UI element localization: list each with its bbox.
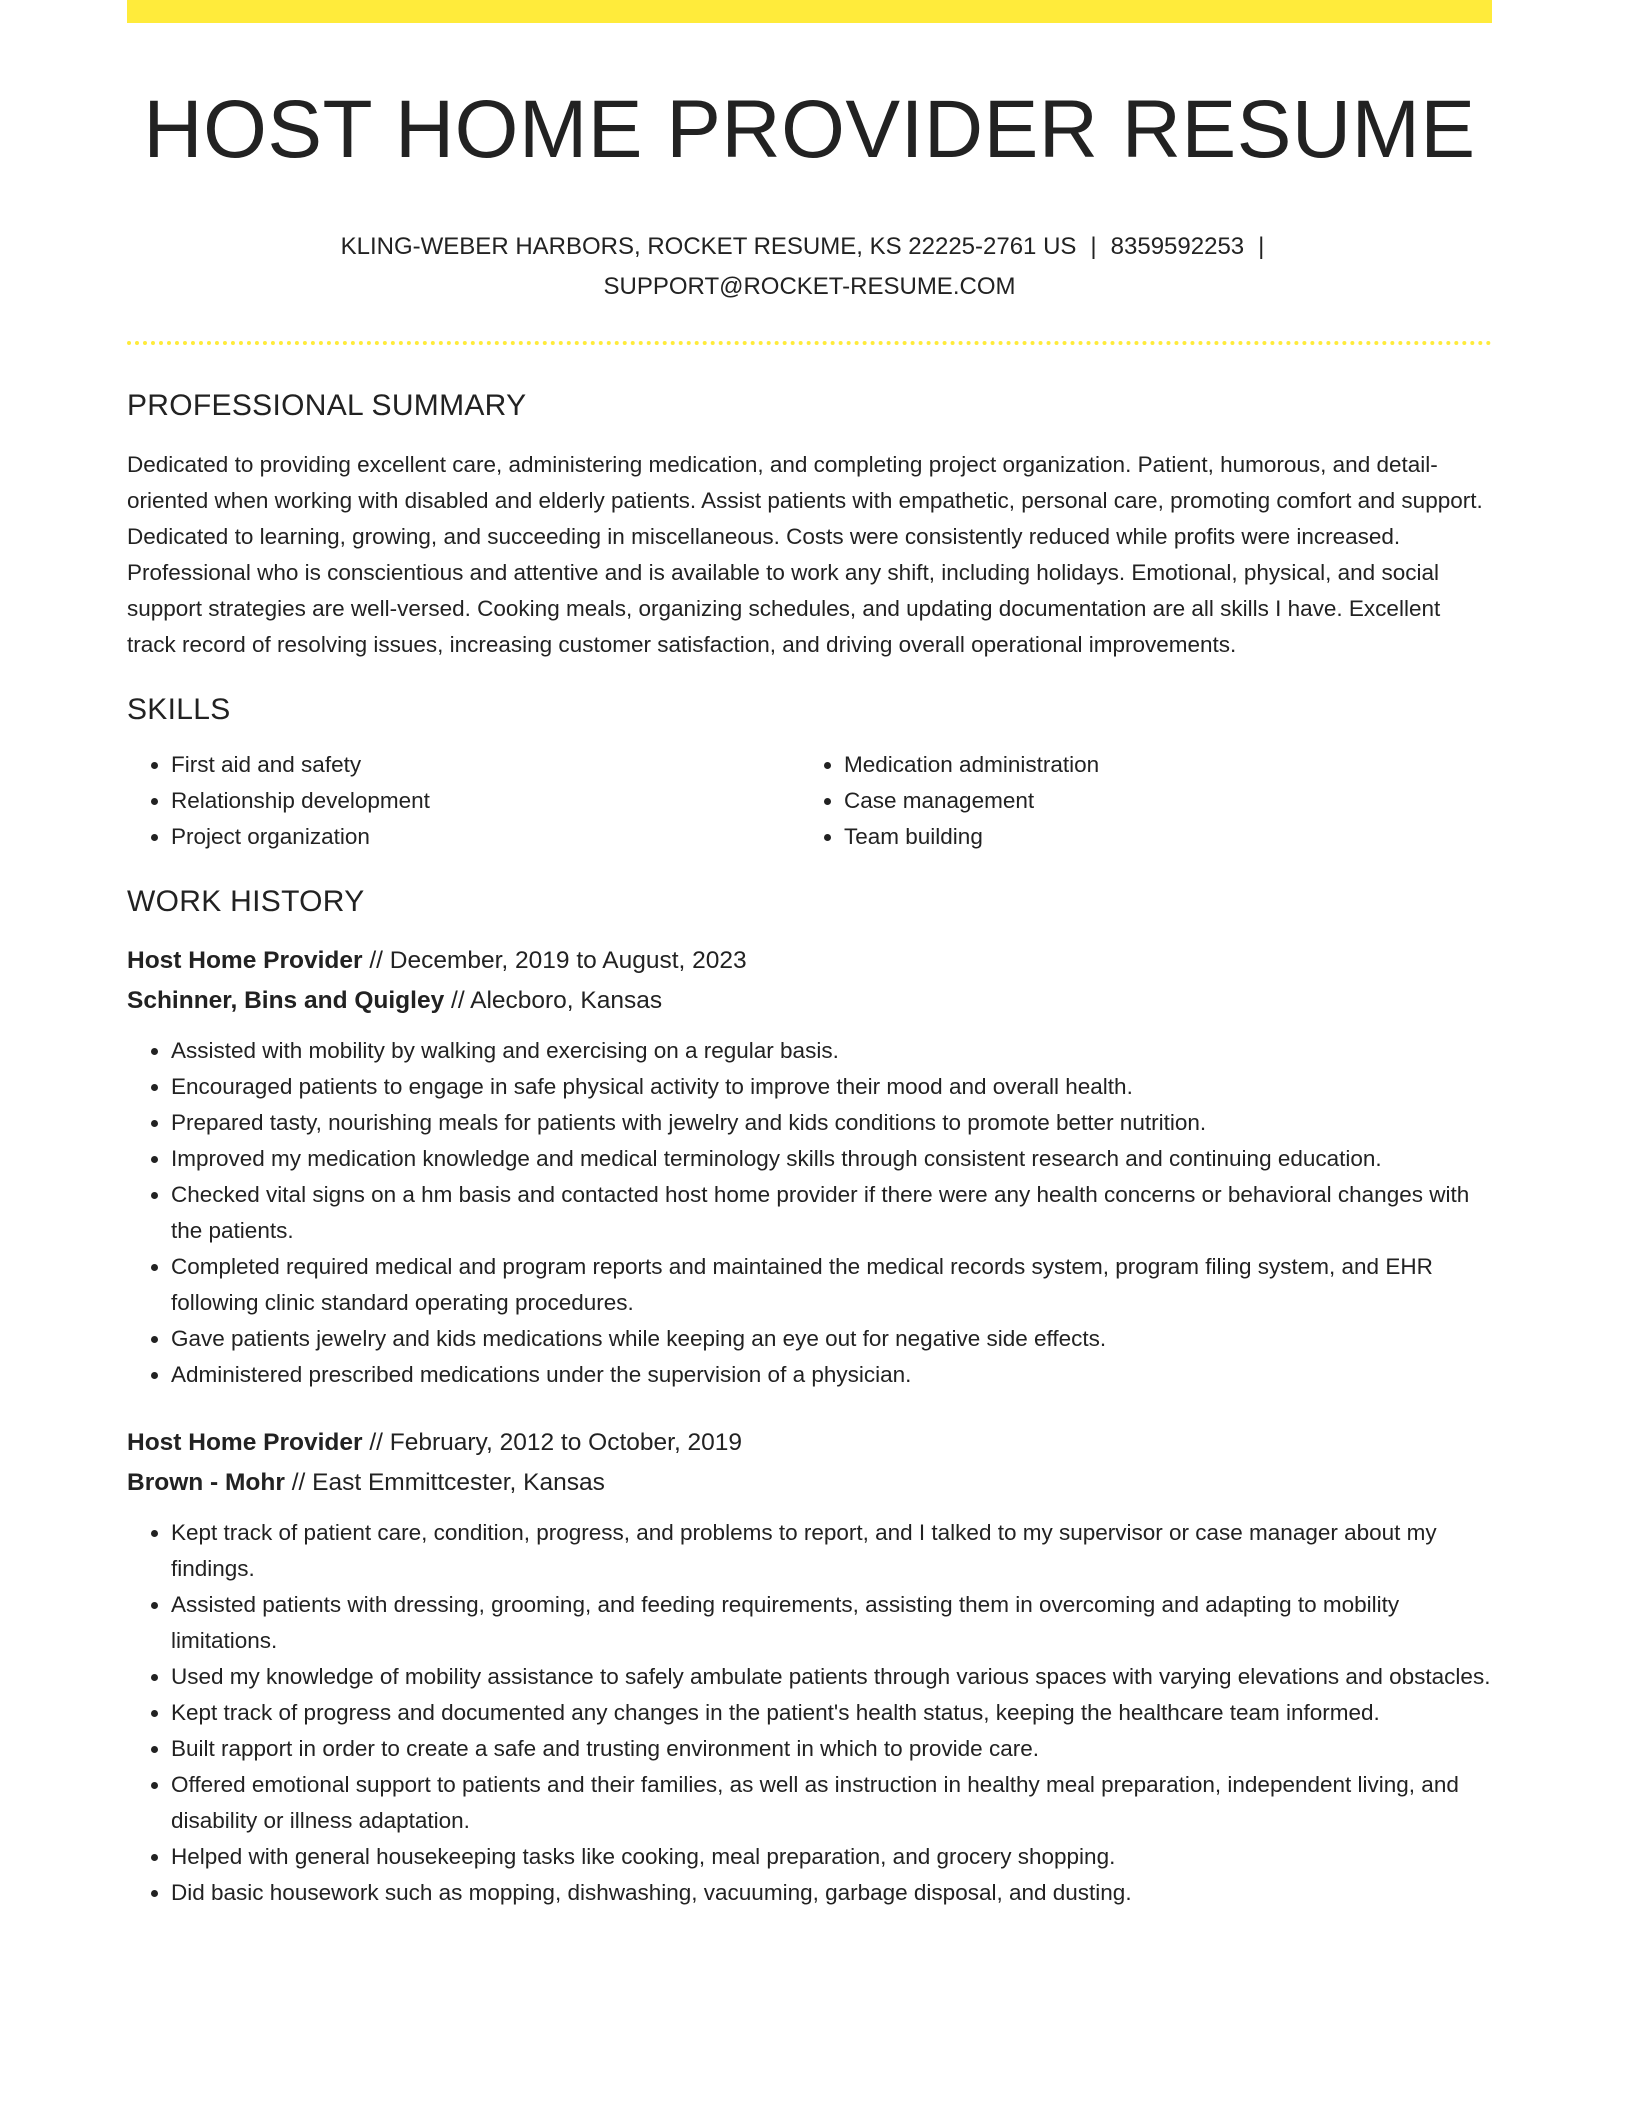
resume-page <box>127 0 1492 1911</box>
skills-column-left <box>127 747 800 855</box>
job-duty: • Prepared tasty, nourishing meals for patients with jewelry and kids conditions to promote better nutrition. <box>171 1105 1492 1141</box>
skills-list <box>127 747 1492 855</box>
job-duties-list <box>127 1515 1492 1911</box>
work-history-heading: WORK HISTORY <box>127 885 365 919</box>
skills-heading: SKILLS <box>127 693 231 727</box>
job-duty: • Encouraged patients to engage in safe physical activity to improve their mood and overall health. <box>171 1069 1492 1105</box>
job-duty: • Completed required medical and program reports and maintained the medical records system, program filing system, and EHR following clinic standard operating procedures. <box>171 1249 1492 1321</box>
job-duty: • Checked vital signs on a hm basis and contacted host home provider if there were any health concerns or behavioral changes with the patients. <box>171 1177 1492 1249</box>
job-location: // Alecboro, Kansas <box>451 987 663 1015</box>
job-duties-list <box>127 1033 1492 1393</box>
job-title-line <box>127 1423 1492 1463</box>
skill-item: • Team building <box>844 819 1473 855</box>
job-duty: • Assisted patients with dressing, grooming, and feeding requirements, assisting them in overcoming and adapting to mobility limitations. <box>171 1587 1492 1659</box>
job-duty: • Administered prescribed medications under the supervision of a physician. <box>171 1357 1492 1393</box>
job-entry <box>127 941 1492 1393</box>
job-duty: • Helped with general housekeeping tasks like cooking, meal preparation, and grocery shopping. <box>171 1839 1492 1875</box>
job-duty: • Gave patients jewelry and kids medications while keeping an eye out for negative side effects. <box>171 1321 1492 1357</box>
contact-phone: 8359592253 <box>1110 233 1245 261</box>
job-company: Brown - Mohr <box>127 1469 285 1497</box>
skill-item: • First aid and safety <box>171 747 800 783</box>
skill-item: • Case management <box>844 783 1473 819</box>
job-entry <box>127 1423 1492 1911</box>
skills-column-right <box>800 747 1473 855</box>
job-duty: • Built rapport in order to create a safe and trusting environment in which to provide care. <box>171 1731 1492 1767</box>
job-company-line <box>127 981 1492 1021</box>
dotted-divider <box>127 341 1492 345</box>
job-duty: • Kept track of patient care, condition, progress, and problems to report, and I talked to my supervisor or case manager about my findings. <box>171 1515 1492 1587</box>
job-location: // East Emmittcester, Kansas <box>291 1469 605 1497</box>
contact-separator: | <box>1090 233 1097 261</box>
job-position: Host Home Provider <box>127 947 363 975</box>
contact-address: KLING-WEBER HARBORS, ROCKET RESUME, KS 22225-2761 US <box>340 233 1077 261</box>
job-duty: • Used my knowledge of mobility assistance to safely ambulate patients through various spaces with varying elevations and obstacles. <box>171 1659 1492 1695</box>
job-duty: • Did basic housework such as mopping, dishwashing, vacuuming, garbage disposal, and dusting. <box>171 1875 1492 1911</box>
top-accent-bar <box>127 0 1492 23</box>
skill-item: • Project organization <box>171 819 800 855</box>
job-duty: • Kept track of progress and documented any changes in the patient's health status, keeping the healthcare team informed. <box>171 1695 1492 1731</box>
contact-separator: | <box>1258 233 1265 261</box>
skill-item: • Medication administration <box>844 747 1473 783</box>
job-dates: // December, 2019 to August, 2023 <box>369 947 747 975</box>
job-dates: // February, 2012 to October, 2019 <box>369 1429 743 1457</box>
job-title-line <box>127 941 1492 981</box>
job-company: Schinner, Bins and Quigley <box>127 987 445 1015</box>
contact-info <box>310 227 1310 307</box>
skill-item: • Relationship development <box>171 783 800 819</box>
job-company-line <box>127 1463 1492 1503</box>
job-duty: • Improved my medication knowledge and medical terminology skills through consistent research and continuing education. <box>171 1141 1492 1177</box>
job-position: Host Home Provider <box>127 1429 363 1457</box>
resume-title: HOST HOME PROVIDER RESUME <box>143 84 1476 175</box>
summary-heading: PROFESSIONAL SUMMARY <box>127 389 527 423</box>
summary-text: Dedicated to providing excellent care, administering medication, and completing project organization. Patient, humorous, and detail-oriented when working with disabled and elderly patients. Assist patients with empathetic, personal care, promoting comfort and support. Dedicated to learning, growing, and succeeding in miscellaneous. Costs were consistently reduced while profits were increased. Professional who is conscientious and attentive and is available to work any shift, including holidays. Emotional, physical, and social support strategies are well-versed. Cooking meals, organizing schedules, and updating documentation are all skills I have. Excellent track record of resolving issues, increasing customer satisfaction, and driving overall operational improvements. <box>127 452 1483 658</box>
job-duty: • Assisted with mobility by walking and exercising on a regular basis. <box>171 1033 1492 1069</box>
job-duty: • Offered emotional support to patients and their families, as well as instruction in healthy meal preparation, independent living, and disability or illness adaptation. <box>171 1767 1492 1839</box>
contact-email: SUPPORT@ROCKET-RESUME.COM <box>603 273 1016 301</box>
